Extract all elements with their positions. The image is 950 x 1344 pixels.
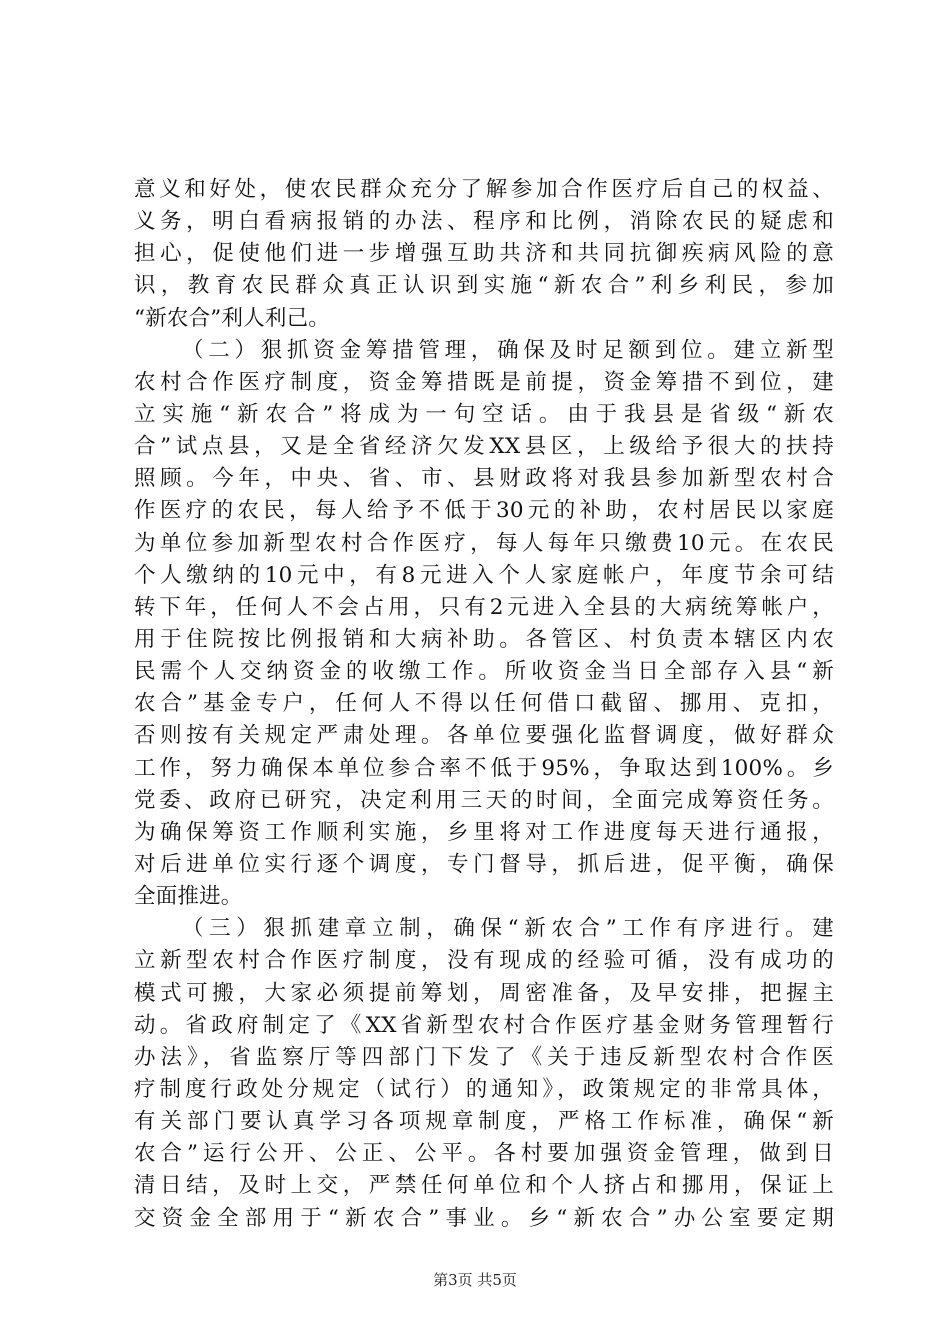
text-line-18: 否则按有关规定严肃处理。各单位要强化监督调度，做好群众 <box>134 723 834 749</box>
section-heading-3: （三）狠抓建章立制，确保“新农合”工作有序进行。建 <box>182 916 834 942</box>
text-line-23: 全面推进。 <box>134 884 243 910</box>
page-number-footer: 第3页 共5页 <box>433 1271 517 1289</box>
text-line-9: 合”试点县，又是全省经济欠发XX县区，上级给予很大的扶持 <box>134 434 834 460</box>
text-line-4: 识，教育农民群众真正认识到实施“新农合”利乡利民，参加 <box>134 273 834 299</box>
text-line-19: 工作，努力确保本单位参合率不低于95%，争取达到100%。乡 <box>134 755 834 781</box>
text-line-21: 为确保筹资工作顺利实施，乡里将对工作进度每天进行通报， <box>134 819 834 845</box>
text-line-26: 模式可搬，大家必须提前筹划，周密准备，及早安排，把握主 <box>134 980 834 1006</box>
text-line-17: 农合”基金专户，任何人不得以任何借口截留、挪用、克扣， <box>134 691 834 717</box>
document-body <box>134 174 834 1235</box>
text-line-29: 疗制度行政处分规定（试行）的通知》，政策规定的非常具体， <box>134 1076 834 1102</box>
text-line-13: 个人缴纳的10元中，有8元进入个人家庭帐户，年度节余可结 <box>134 562 834 588</box>
text-line-32: 清日结，及时上交，严禁任何单位和个人挤占和挪用，保证上 <box>134 1173 834 1199</box>
text-line-2: 义务，明白看病报销的办法、程序和比例，消除农民的疑虑和 <box>134 209 834 235</box>
section-heading-2: （二）狠抓资金筹措管理，确保及时足额到位。建立新型 <box>182 337 834 363</box>
text-line-8: 立实施“新农合”将成为一句空话。由于我县是省级“新农 <box>134 401 834 427</box>
text-line-33: 交资金全部用于“新农合”事业。乡“新农合”办公室要定期 <box>134 1205 834 1231</box>
text-line-28: 办法》，省监察厅等四部门下发了《关于违反新型农村合作医 <box>134 1044 834 1070</box>
text-line-12: 为单位参加新型农村合作医疗，每人每年只缴费10元。在农民 <box>134 530 834 556</box>
text-line-31: 农合”运行公开、公正、公平。各村要加强资金管理，做到日 <box>134 1141 834 1167</box>
text-line-7: 农村合作医疗制度，资金筹措既是前提，资金筹措不到位，建 <box>134 369 834 395</box>
text-line-25: 立新型农村合作医疗制度，没有现成的经验可循，没有成功的 <box>134 948 834 974</box>
text-line-5: “新农合”利人利己。 <box>134 305 330 331</box>
text-line-15: 用于住院按比例报销和大病补助。各管区、村负责本辖区内农 <box>134 626 834 652</box>
text-line-27: 动。省政府制定了《XX省新型农村合作医疗基金财务管理暂行 <box>134 1012 834 1038</box>
text-line-10: 照顾。今年，中央、省、市、县财政将对我县参加新型农村合 <box>134 466 834 492</box>
text-line-30: 有关部门要认真学习各项规章制度，严格工作标准，确保“新 <box>134 1109 834 1135</box>
text-line-11: 作医疗的农民，每人给予不低于30元的补助，农村居民以家庭 <box>134 498 834 524</box>
text-line-1: 意义和好处，使农民群众充分了解参加合作医疗后自己的权益、 <box>134 177 834 202</box>
text-line-14: 转下年，任何人不会占用，只有2元进入全县的大病统筹帐户， <box>134 594 834 620</box>
text-line-20: 党委、政府已研究，决定利用三天的时间，全面完成筹资任务。 <box>134 787 834 813</box>
text-line-16: 民需个人交纳资金的收缴工作。所收资金当日全部存入县“新 <box>134 659 834 685</box>
text-line-3: 担心，促使他们进一步增强互助共济和共同抗御疾病风险的意 <box>134 241 834 267</box>
text-line-22: 对后进单位实行逐个调度，专门督导，抓后进，促平衡，确保 <box>134 851 834 877</box>
